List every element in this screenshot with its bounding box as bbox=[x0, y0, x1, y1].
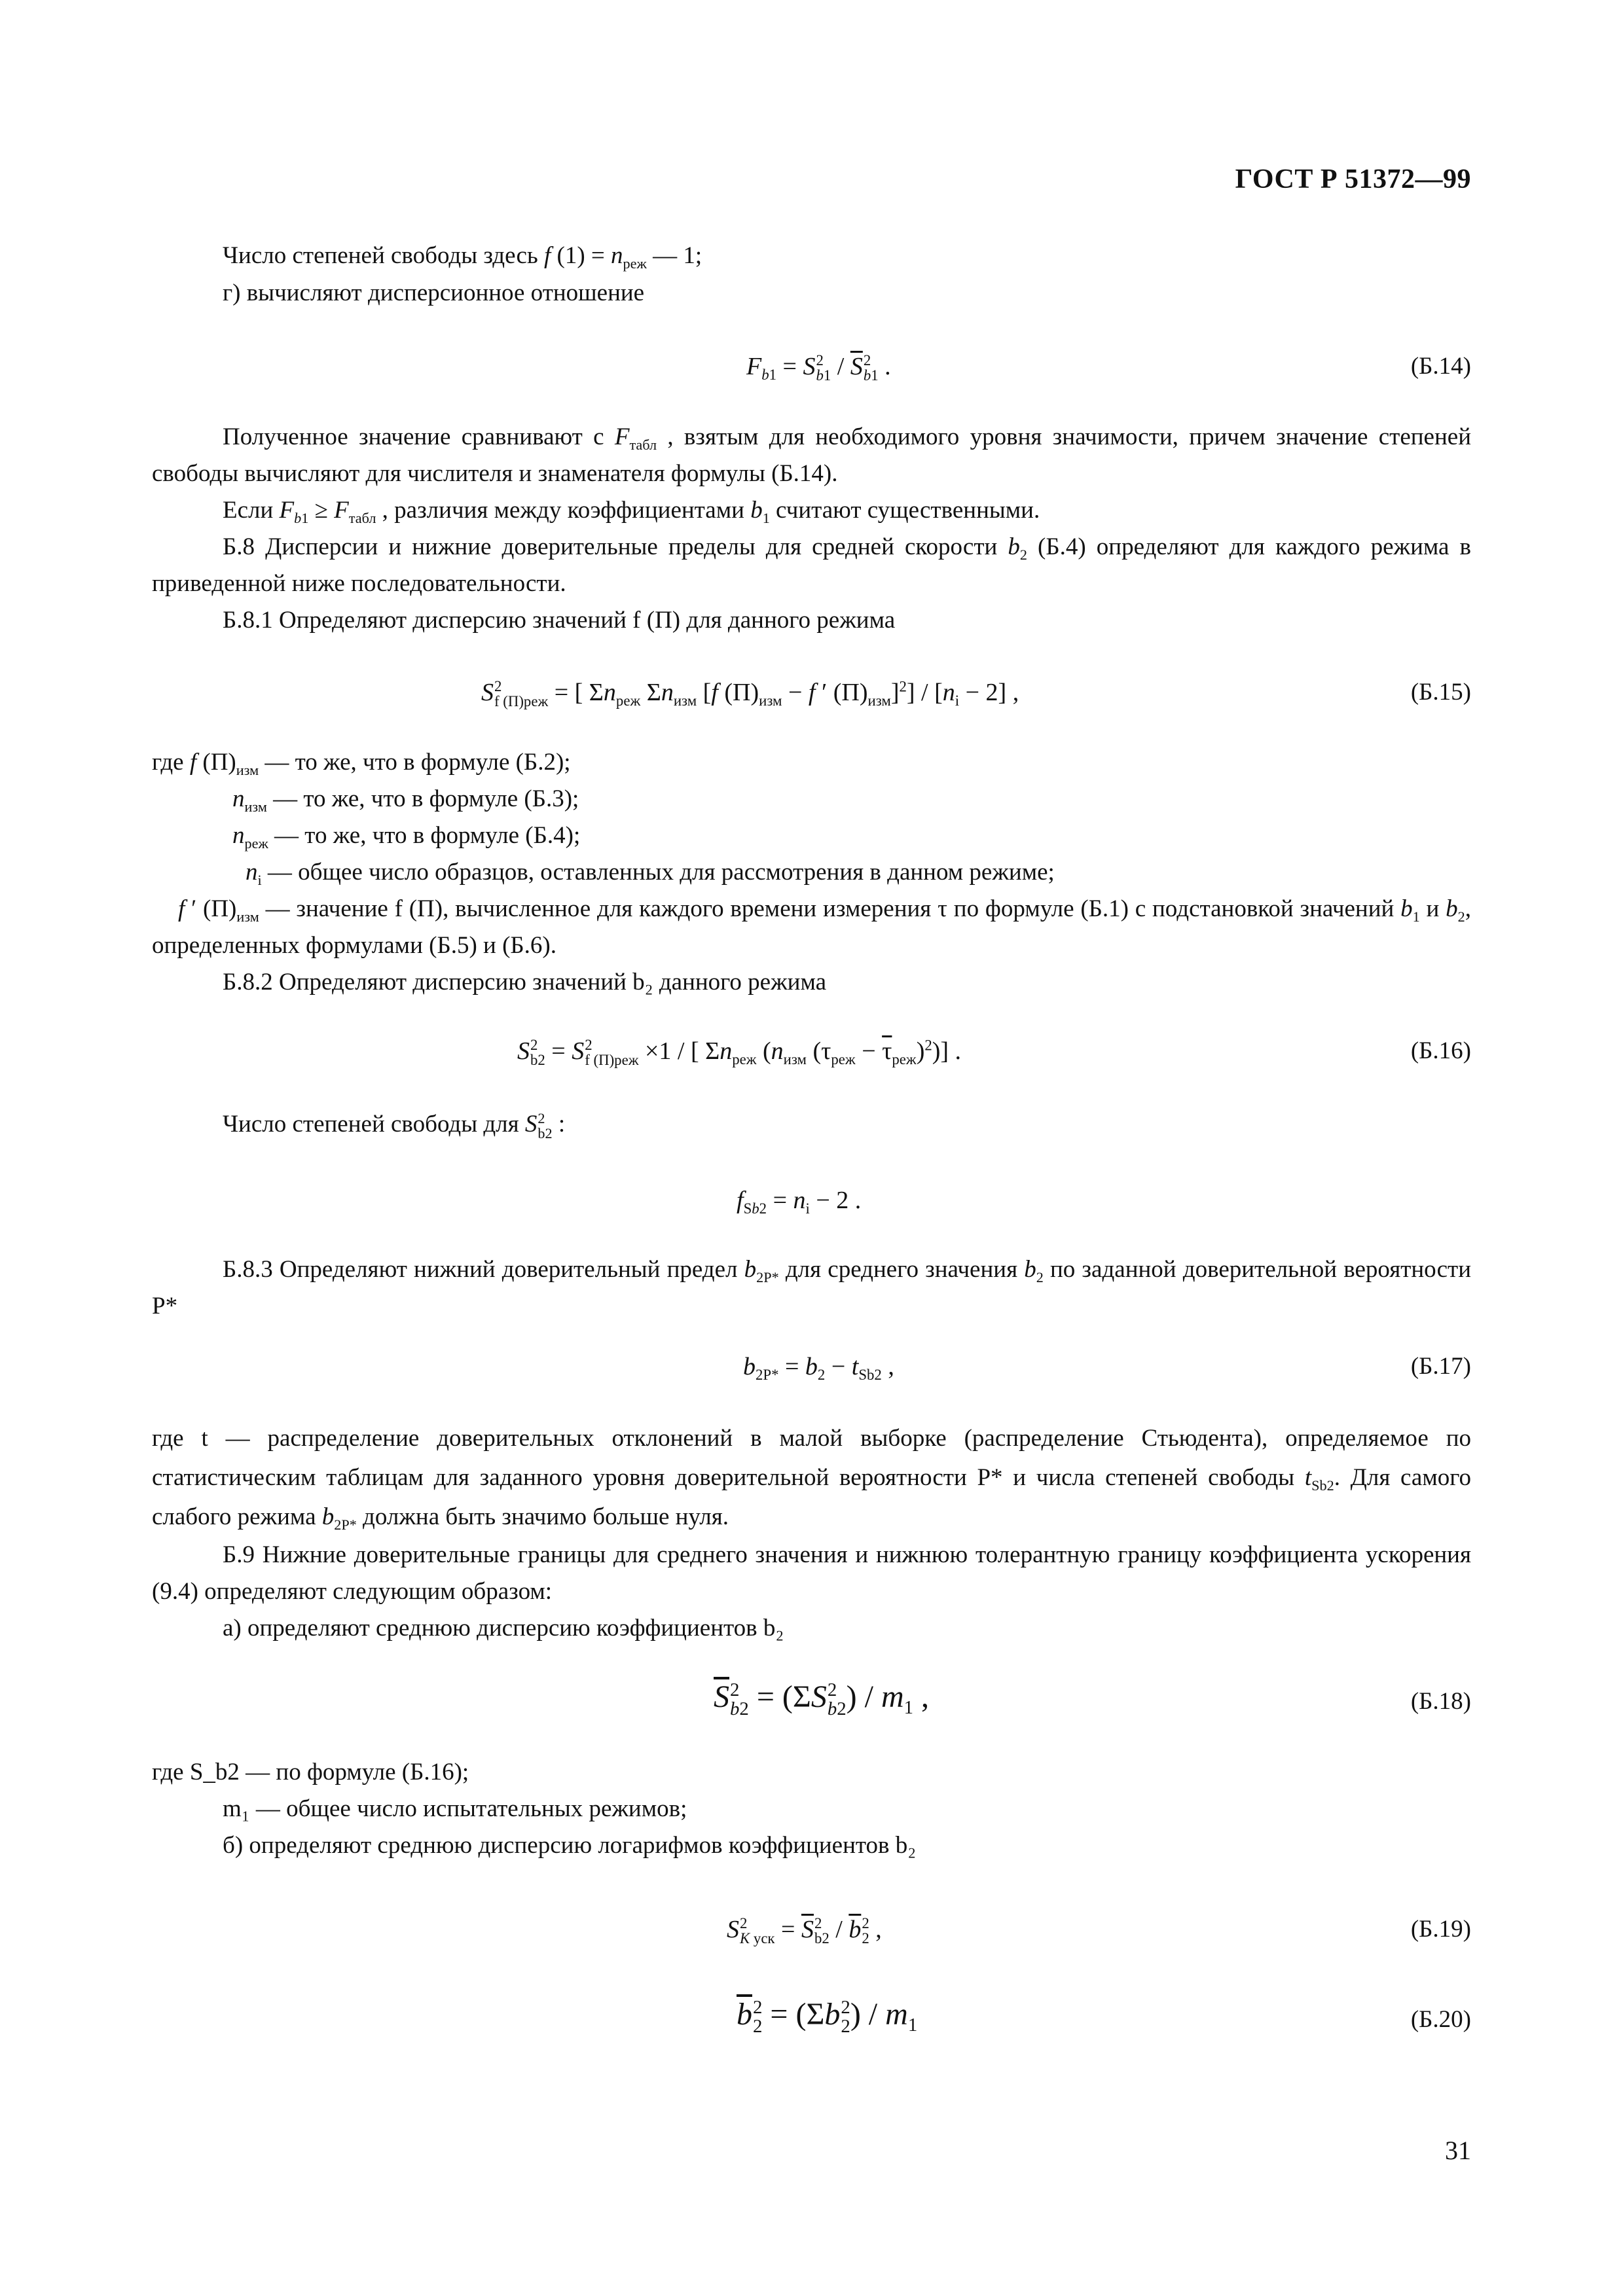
formula-b14: $F_{b1} = S$ 2 b1 / $\overline{S}$ 2 b1 . bbox=[746, 352, 891, 384]
where-item-fprime: f ′ $(П)_{изм}$ — значение f (П), вычисленное для каждого времени измерения τ по формуле (Б.1) с подстановкой значений $b_1$ и $b_2$, определенных формулами (Б.5) и (Б.6). bbox=[152, 895, 1471, 959]
paragraph-b9: Б.9 Нижние доверительные границы для среднего значения и нижнюю толерантную границу коэффициента ускорения (9.4) определяют следующим образом: bbox=[152, 1541, 1471, 1605]
where-item-n-mode: $n_{реж}$ — то же, что в формуле (Б.4); bbox=[232, 822, 581, 852]
standard-header: ГОСТ Р 51372—99 bbox=[1235, 164, 1471, 194]
formula-number-b17: (Б.17) bbox=[1410, 1353, 1471, 1380]
formula-number-b20: (Б.20) bbox=[1410, 2006, 1471, 2033]
formula-number-b19: (Б.19) bbox=[1410, 1916, 1471, 1943]
where-item-n-meas: $n_{изм}$ — то же, что в формуле (Б.3); bbox=[232, 785, 579, 815]
paragraph-step-g: г) вычисляют дисперсионное отношение bbox=[223, 279, 645, 306]
page-number: 31 bbox=[1445, 2136, 1471, 2165]
paragraph-if: Если $F_{b1} \ge F_{табл}$ , различия между коэффициентами $b_1$ считают существенными. bbox=[223, 497, 1040, 526]
where-item-m1: m₁ — общее число испытательных режимов; bbox=[223, 1795, 687, 1822]
where-item-ni: $n_i$ — общее число образцов, оставленных для рассмотрения в данном режиме; bbox=[246, 859, 1055, 888]
formula-b20: $\overline{b}$ 2 2 = (Σb 2 2 ) / $m_1$ bbox=[737, 1997, 918, 2037]
paragraph-compare: Полученное значение сравнивают с $F_{табл}$ , взятым для необходимого уровня значимости, причем значение степеней свободы вычисляют для числителя и знаменателя формулы (Б.14). bbox=[152, 423, 1472, 487]
formula-number-b18: (Б.18) bbox=[1410, 1688, 1471, 1715]
paragraph-student: где t — распределение доверительных отклонений в малой выборке (распределение Стьюдента), определяемое по статистическим таблицам для заданного уровня доверительной вероятности P* и числа степеней свободы $t_{Sb2}$. Для самого слабого режима $b_{2P*}$ должна быть значимо больше нуля. bbox=[152, 1425, 1472, 1533]
paragraph-degrees-of-freedom: Число степеней свободы здесь f $(1) = n_{реж}$ — 1; bbox=[223, 242, 702, 272]
formula-number-b14: (Б.14) bbox=[1410, 353, 1471, 380]
paragraph-step-a: а) определяют среднюю дисперсию коэффициентов b₂ bbox=[223, 1615, 784, 1641]
formula-b18: $\overline{S}$ 2 b2 = (ΣS 2 b2 ) / $m_1$ , bbox=[714, 1679, 930, 1719]
formula-b16: S 2 b2 = S 2 f (П)реж ×1 / [ $\Sigma n_{реж}$ ($n_{изм}$ $(\tau_{реж} - \overline{\tau}_{реж})^2$)] . bbox=[517, 1037, 962, 1069]
paragraph-dof-s-b2: Число степеней свободы для S 2 b2 : bbox=[223, 1110, 566, 1141]
paragraph-b8: Б.8 Дисперсии и нижние доверительные пределы для средней скорости $b_2$ (Б.4) определяют для каждого режима в приведенной ниже последовательности. bbox=[152, 533, 1471, 597]
where-item-fp: где f $(П)_{изм}$ — то же, что в формуле (Б.2); bbox=[152, 749, 571, 778]
formula-number-b16: (Б.16) bbox=[1410, 1037, 1471, 1064]
formula-b15: S 2 f (П)реж = [ $\Sigma n_{реж}$ $\Sigma n_{изм}$ [f $(П)_{изм} - f$ ′ $(П)_{изм}]^2] / [n_i - 2]$ , bbox=[481, 678, 1019, 710]
formula-number-b15: (Б.15) bbox=[1410, 679, 1471, 706]
where-item-s-b2: где S_b2 — по формуле (Б.16); bbox=[152, 1759, 469, 1785]
paragraph-b8-3: Б.8.3 Определяют нижний доверительный предел $b_{2P*}$ для среднего значения $b_2$ по заданной доверительной вероятности P* bbox=[152, 1256, 1471, 1319]
paragraph-b8-2: Б.8.2 Определяют дисперсию значений b₂ данного режима bbox=[223, 969, 827, 996]
formula-b19: S 2 K уск = $\overline{S}$ 2 b2 / $\overline{b}$ 2 2 , bbox=[727, 1915, 882, 1947]
paragraph-step-b: б) определяют среднюю дисперсию логарифмов коэффициентов b₂ bbox=[223, 1832, 917, 1859]
paragraph-b8-1: Б.8.1 Определяют дисперсию значений f (П) для данного режима bbox=[223, 607, 896, 634]
formula-b17: $b_{2P*} = b_2 - t_{Sb2}$ , bbox=[743, 1353, 894, 1383]
formula-dof: $f_{Sb2} = n_i - 2$ . bbox=[737, 1187, 862, 1217]
